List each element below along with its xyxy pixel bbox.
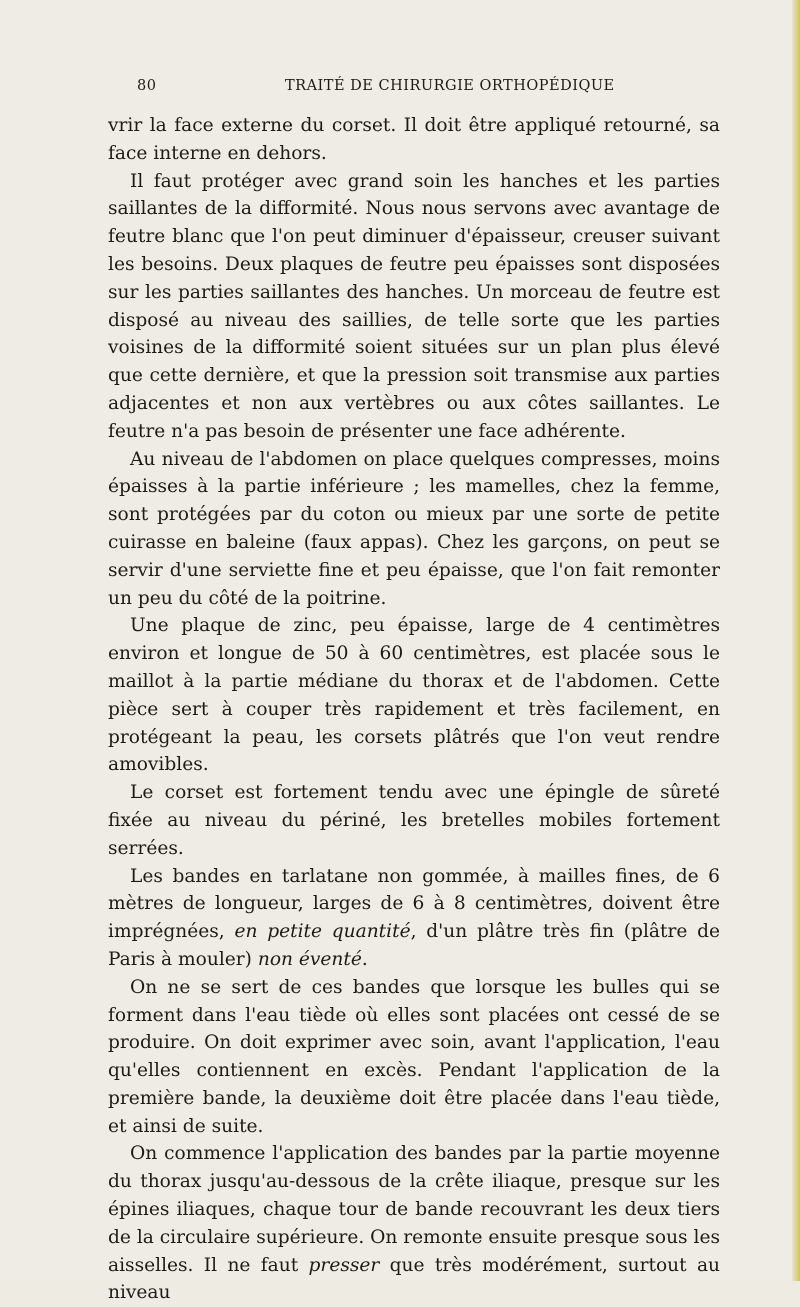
italic-text: presser xyxy=(308,1254,380,1276)
paragraph: Le corset est fortement tendu avec une épingle de sûreté fixée au niveau du périné, les bretelles mobiles fortement serrées. xyxy=(108,782,720,859)
paragraph: Une plaque de zinc, peu épaisse, large de 4 centimètres environ et longue de 50 à 60 centimètres, est placée sous le maillot à la partie médiane du thorax et de l'abdomen. Cette pièce sert à couper très rapidement et très facilement, en protégeant la peau, les corsets plâtrés que l'on veut rendre amovibles. xyxy=(108,615,720,776)
text-run: . xyxy=(361,948,368,970)
paragraph: On ne se sert de ces bandes que lorsque les bulles qui se forment dans l'eau tiède où elles sont placées ont cessé de se produire. On doit exprimer avec soin, avant l'application, l'eau qu'elles contiennent en excès. Pendant l'application de la première bande, la deuxième doit être placée dans l'eau tiède, et ainsi de suite. xyxy=(108,976,720,1137)
text-run: On commence l'application des bandes par la partie moyenne du thorax jusqu'au-dessous de la crête iliaque, presque sur les épines iliaques, chaque tour de bande recouvrant les deux tiers de la circulaire supérieure. On remonte ensuite presque sous les aisselles. Il ne faut xyxy=(108,1143,720,1276)
page-number: 80 xyxy=(137,78,157,94)
italic-text: non éventé xyxy=(257,948,362,970)
body-text xyxy=(108,112,720,1307)
text-run: , d'un plâtre très fin (plâtre de Paris à mouler) xyxy=(108,921,721,970)
italic-text: en petite quantité xyxy=(234,921,411,943)
running-header xyxy=(137,78,721,102)
paragraph: vrir la face externe du corset. Il doit être appliqué retourné, sa face interne en dehors. xyxy=(108,115,720,164)
paragraph: Au niveau de l'abdomen on place quelques compresses, moins épaisses à la partie inférieure ; les mamelles, chez la femme, sont protégées par du coton ou mieux par une sorte de petite cuirasse en baleine (faux appas). Chez les garçons, on peut se servir d'une serviette fine et peu épaisse, que l'on fait remonter un peu du côté de la poitrine. xyxy=(108,448,720,609)
paragraph xyxy=(108,863,720,974)
text-run: Les bandes en tarlatane non gommée, à mailles fines, de 6 mètres de longueur, larges de 6 à 8 centimètres, doivent être imprégnées, xyxy=(108,865,720,943)
paragraph: Il faut protéger avec grand soin les hanches et les parties saillantes de la difformité. Nous nous servons avec avantage de feutre blanc que l'on peut diminuer d'épaisseur, creuser suivant les besoins. Deux plaques de feutre peu épaisses sont disposées sur les parties saillantes des hanches. Un morceau de feutre est disposé au niveau des saillies, de telle sorte que les parties voisines de la difformité soient situées sur un plan plus élevé que cette dernière, et que la pression soit transmise aux parties adjacentes et non aux vertèbres ou aux côtes saillantes. Le feutre n'a pas besoin de présenter une face adhérente. xyxy=(108,170,720,442)
paragraph xyxy=(108,1140,720,1307)
text-run: que très modérément, surtout au niveau xyxy=(108,1254,721,1304)
page-edge xyxy=(792,0,800,1281)
running-title: TRAITÉ DE CHIRURGIE ORTHOPÉDIQUE xyxy=(285,78,615,94)
